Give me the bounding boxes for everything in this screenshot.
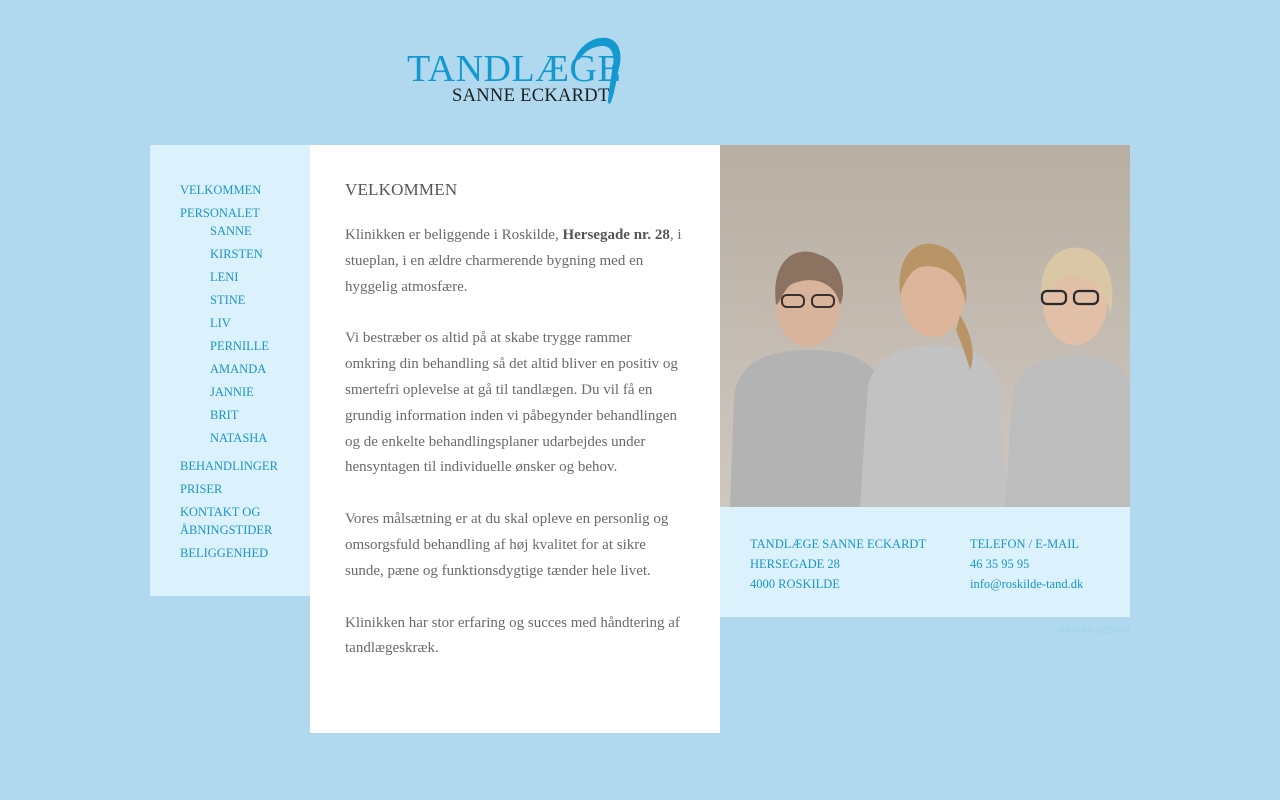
intro-text-end: , i stueplan, i en ældre charmerende bygning med en hyggelig atmosfære.: [345, 227, 682, 295]
designer-credit[interactable]: BAYARD DESIGN: [1058, 625, 1130, 635]
intro-text-start: Klinikken er beliggende i Roskilde,: [345, 227, 563, 243]
nav-subitem-leni[interactable]: LENI: [210, 270, 239, 284]
contact-email[interactable]: info@roskilde-tand.dk: [970, 577, 1084, 591]
experience-paragraph: Klinikken har stor erfaring og succes med håndtering af tandlægeskræk.: [345, 614, 680, 657]
nav-subitem-pernille[interactable]: PERNILLE: [210, 339, 270, 353]
approach-paragraph: Vi bestræber os altid på at skabe trygge rammer omkring din behandling så det altid bliver en positiv og smertefri oplevelse at gå til tandlægen. Du vil få en grundig information inden vi påbegynder behandlingen og de enkelte behandlingsplaner udarbejdes under hensyntagen til individuelle ønsker og behov.: [345, 330, 678, 476]
staff-photo-image: [720, 145, 1130, 507]
nav-item-beliggenhed[interactable]: BELIGGENHED: [180, 546, 269, 560]
nav-item-velkommen[interactable]: VELKOMMEN: [180, 183, 262, 197]
nav-subitem-sanne[interactable]: SANNE: [210, 224, 252, 238]
nav-subitem-brit[interactable]: BRIT: [210, 408, 239, 422]
page-title: VELKOMMEN: [345, 180, 458, 199]
nav-item-behandlinger[interactable]: BEHANDLINGER: [180, 459, 278, 473]
nav-item-kontakt[interactable]: KONTAKT OG ÅBNINGSTIDER: [180, 505, 273, 537]
address-highlight: Hersegade nr. 28: [562, 227, 670, 243]
nav-subitem-kirsten[interactable]: KIRSTEN: [210, 247, 263, 261]
contact-street: HERSEGADE 28: [750, 557, 840, 571]
contact-box: [720, 507, 1130, 617]
tooth-icon: [573, 36, 623, 106]
intro-paragraph: [345, 223, 685, 300]
sidebar-nav: [150, 145, 310, 596]
nav-subitem-natasha[interactable]: NATASHA: [210, 431, 268, 445]
nav-subitem-amanda[interactable]: AMANDA: [210, 362, 267, 376]
contact-phone-email: [970, 534, 1083, 594]
nav-item-priser[interactable]: PRISER: [180, 482, 223, 496]
goal-paragraph: Vores målsætning er at du skal opleve en personlig og omsorgsfuld behandling af høj kvalitet for at sikre sunde, pæne og funktionsdygtige tænder hele livet.: [345, 511, 669, 579]
staff-photo: [720, 145, 1130, 507]
nav-submenu-staff: [180, 222, 310, 447]
nav-subitem-jannie[interactable]: JANNIE: [210, 385, 254, 399]
logo-title: TANDLÆGE: [407, 48, 622, 90]
nav-subitem-liv[interactable]: LIV: [210, 316, 231, 330]
nav-item-personalet[interactable]: PERSONALET: [180, 206, 260, 220]
contact-city: 4000 ROSKILDE: [750, 577, 840, 591]
nav-subitem-stine[interactable]: STINE: [210, 293, 246, 307]
contact-name: TANDLÆGE SANNE ECKARDT: [750, 537, 927, 551]
logo-subtitle: SANNE ECKARDT: [452, 86, 610, 106]
logo[interactable]: [407, 36, 627, 108]
main-content: [310, 145, 720, 733]
contact-phone-heading: TELEFON / E-MAIL: [970, 537, 1080, 551]
contact-phone[interactable]: 46 35 95 95: [970, 557, 1030, 571]
contact-address: [750, 534, 926, 594]
